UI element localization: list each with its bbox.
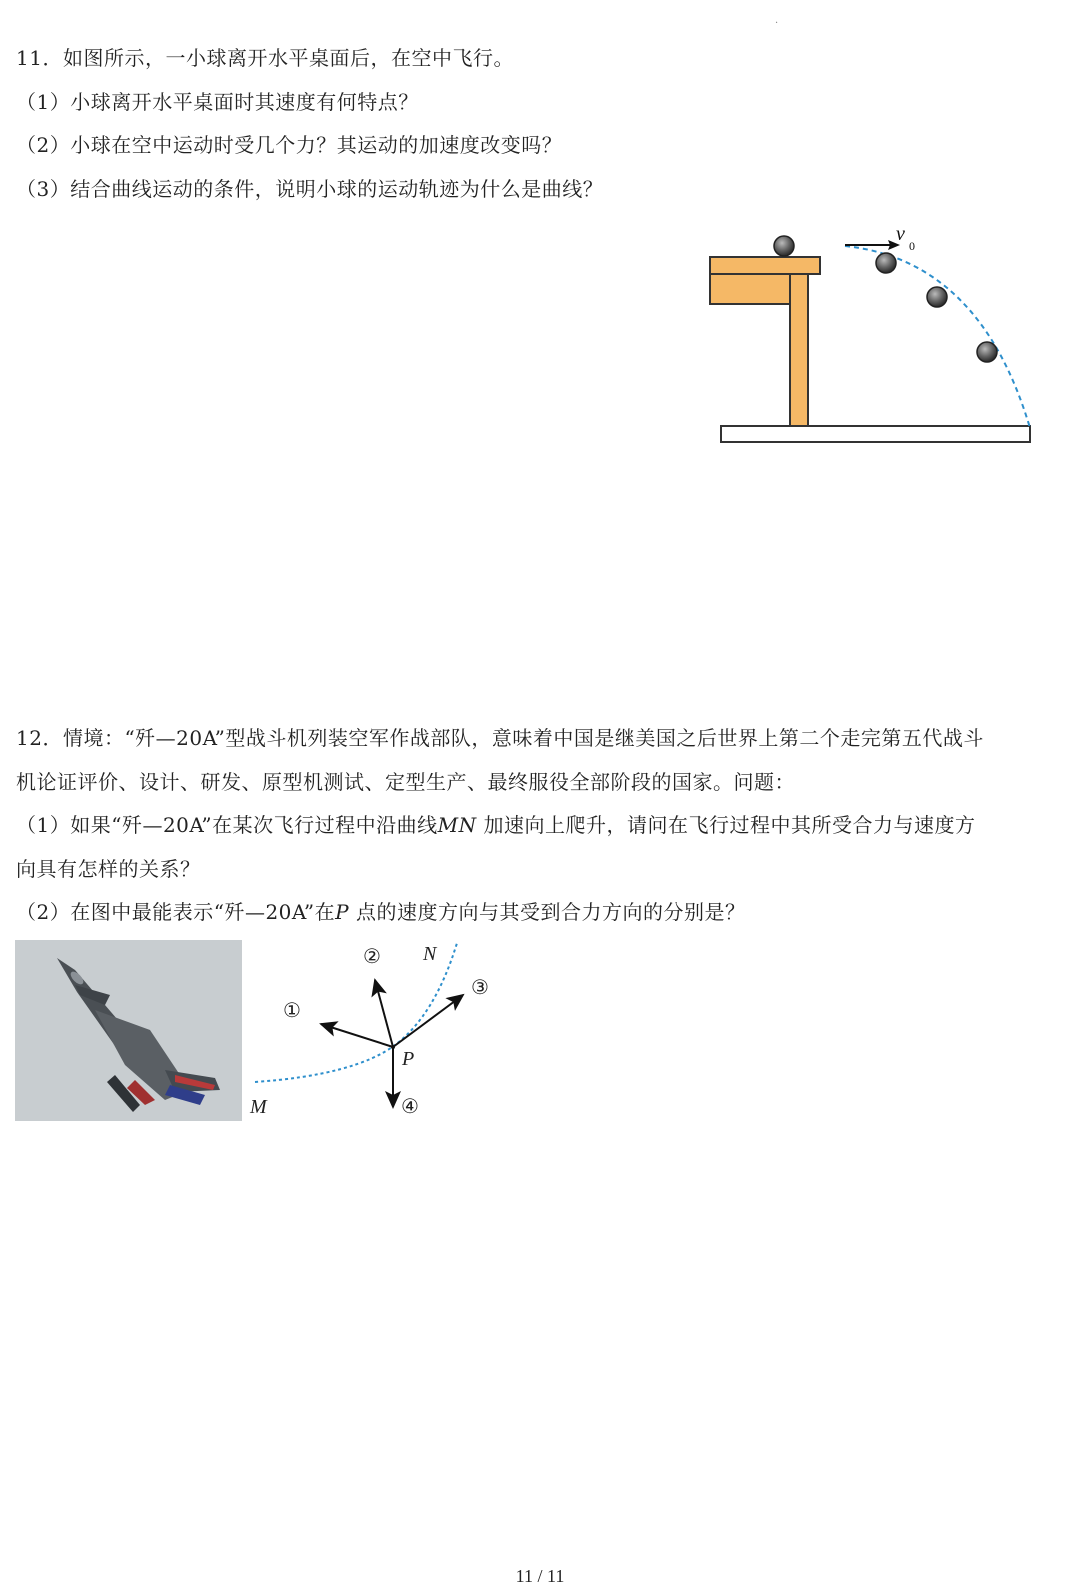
q12-line4: 向具有怎样的关系？ xyxy=(16,857,201,881)
q11-sub3: （3）结合曲线运动的条件，说明小球的运动轨迹为什么是曲线？ xyxy=(16,177,604,201)
ball-flight-3 xyxy=(977,342,997,362)
arrow-1 xyxy=(321,1024,393,1047)
q12-line3-a: （1）如果“歼—20A”在某次飞行过程中沿曲线 xyxy=(16,813,438,837)
velocity-label: v xyxy=(896,223,905,245)
point-P-dot xyxy=(391,1045,395,1049)
q12-line3 xyxy=(16,813,975,837)
ball-flight-1 xyxy=(876,253,896,273)
label-arrow-3: ③ xyxy=(471,975,489,999)
stray-mark: · xyxy=(775,18,779,29)
table-leg xyxy=(790,274,808,426)
ball-trajectory xyxy=(845,246,1030,428)
q12-line3-c: 加速向上爬升，请问在飞行过程中其所受合力与速度方 xyxy=(476,813,976,837)
q11-title: 11．如图所示，一小球离开水平桌面后，在空中飞行。 xyxy=(16,46,514,70)
label-arrow-1: ① xyxy=(283,998,301,1022)
q11-sub1: （1）小球离开水平桌面时其速度有何特点？ xyxy=(16,90,419,114)
ball-on-table xyxy=(774,236,794,256)
q12-point-label: P xyxy=(335,900,350,924)
q12-line1: 12．情境：“歼—20A”型战斗机列装空军作战部队，意味着中国是继美国之后世界上第二个走完第五代战斗 xyxy=(16,726,984,750)
arrow-3 xyxy=(393,995,463,1047)
label-M: M xyxy=(250,1096,267,1118)
table-apron xyxy=(710,274,790,304)
ground xyxy=(721,426,1030,442)
q12-vector-diagram xyxy=(245,935,505,1125)
arrow-2 xyxy=(375,980,393,1047)
label-P: P xyxy=(402,1048,415,1070)
q12-line5 xyxy=(16,900,745,924)
q11-table-ball-figure xyxy=(700,220,1040,450)
q11-sub2: （2）小球在空中运动时受几个力？其运动的加速度改变吗？ xyxy=(16,133,563,157)
q12-line2: 机论证评价、设计、研发、原型机测试、定型生产、最终服役全部阶段的国家。问题： xyxy=(16,770,795,794)
q12-curve-label: MN xyxy=(437,813,477,837)
label-arrow-2: ② xyxy=(363,944,381,968)
velocity-subscript: 0 xyxy=(909,239,915,253)
jet-photo xyxy=(15,940,242,1121)
table-top xyxy=(710,257,820,274)
label-arrow-4: ④ xyxy=(401,1094,419,1118)
label-N: N xyxy=(423,943,437,965)
ball-flight-2 xyxy=(927,287,947,307)
q12-line5-c: 点的速度方向与其受到合力方向的分别是？ xyxy=(349,900,746,924)
q12-line5-a: （2）在图中最能表示“歼—20A”在 xyxy=(16,900,336,924)
page-number: 11 / 11 xyxy=(515,1566,565,1586)
